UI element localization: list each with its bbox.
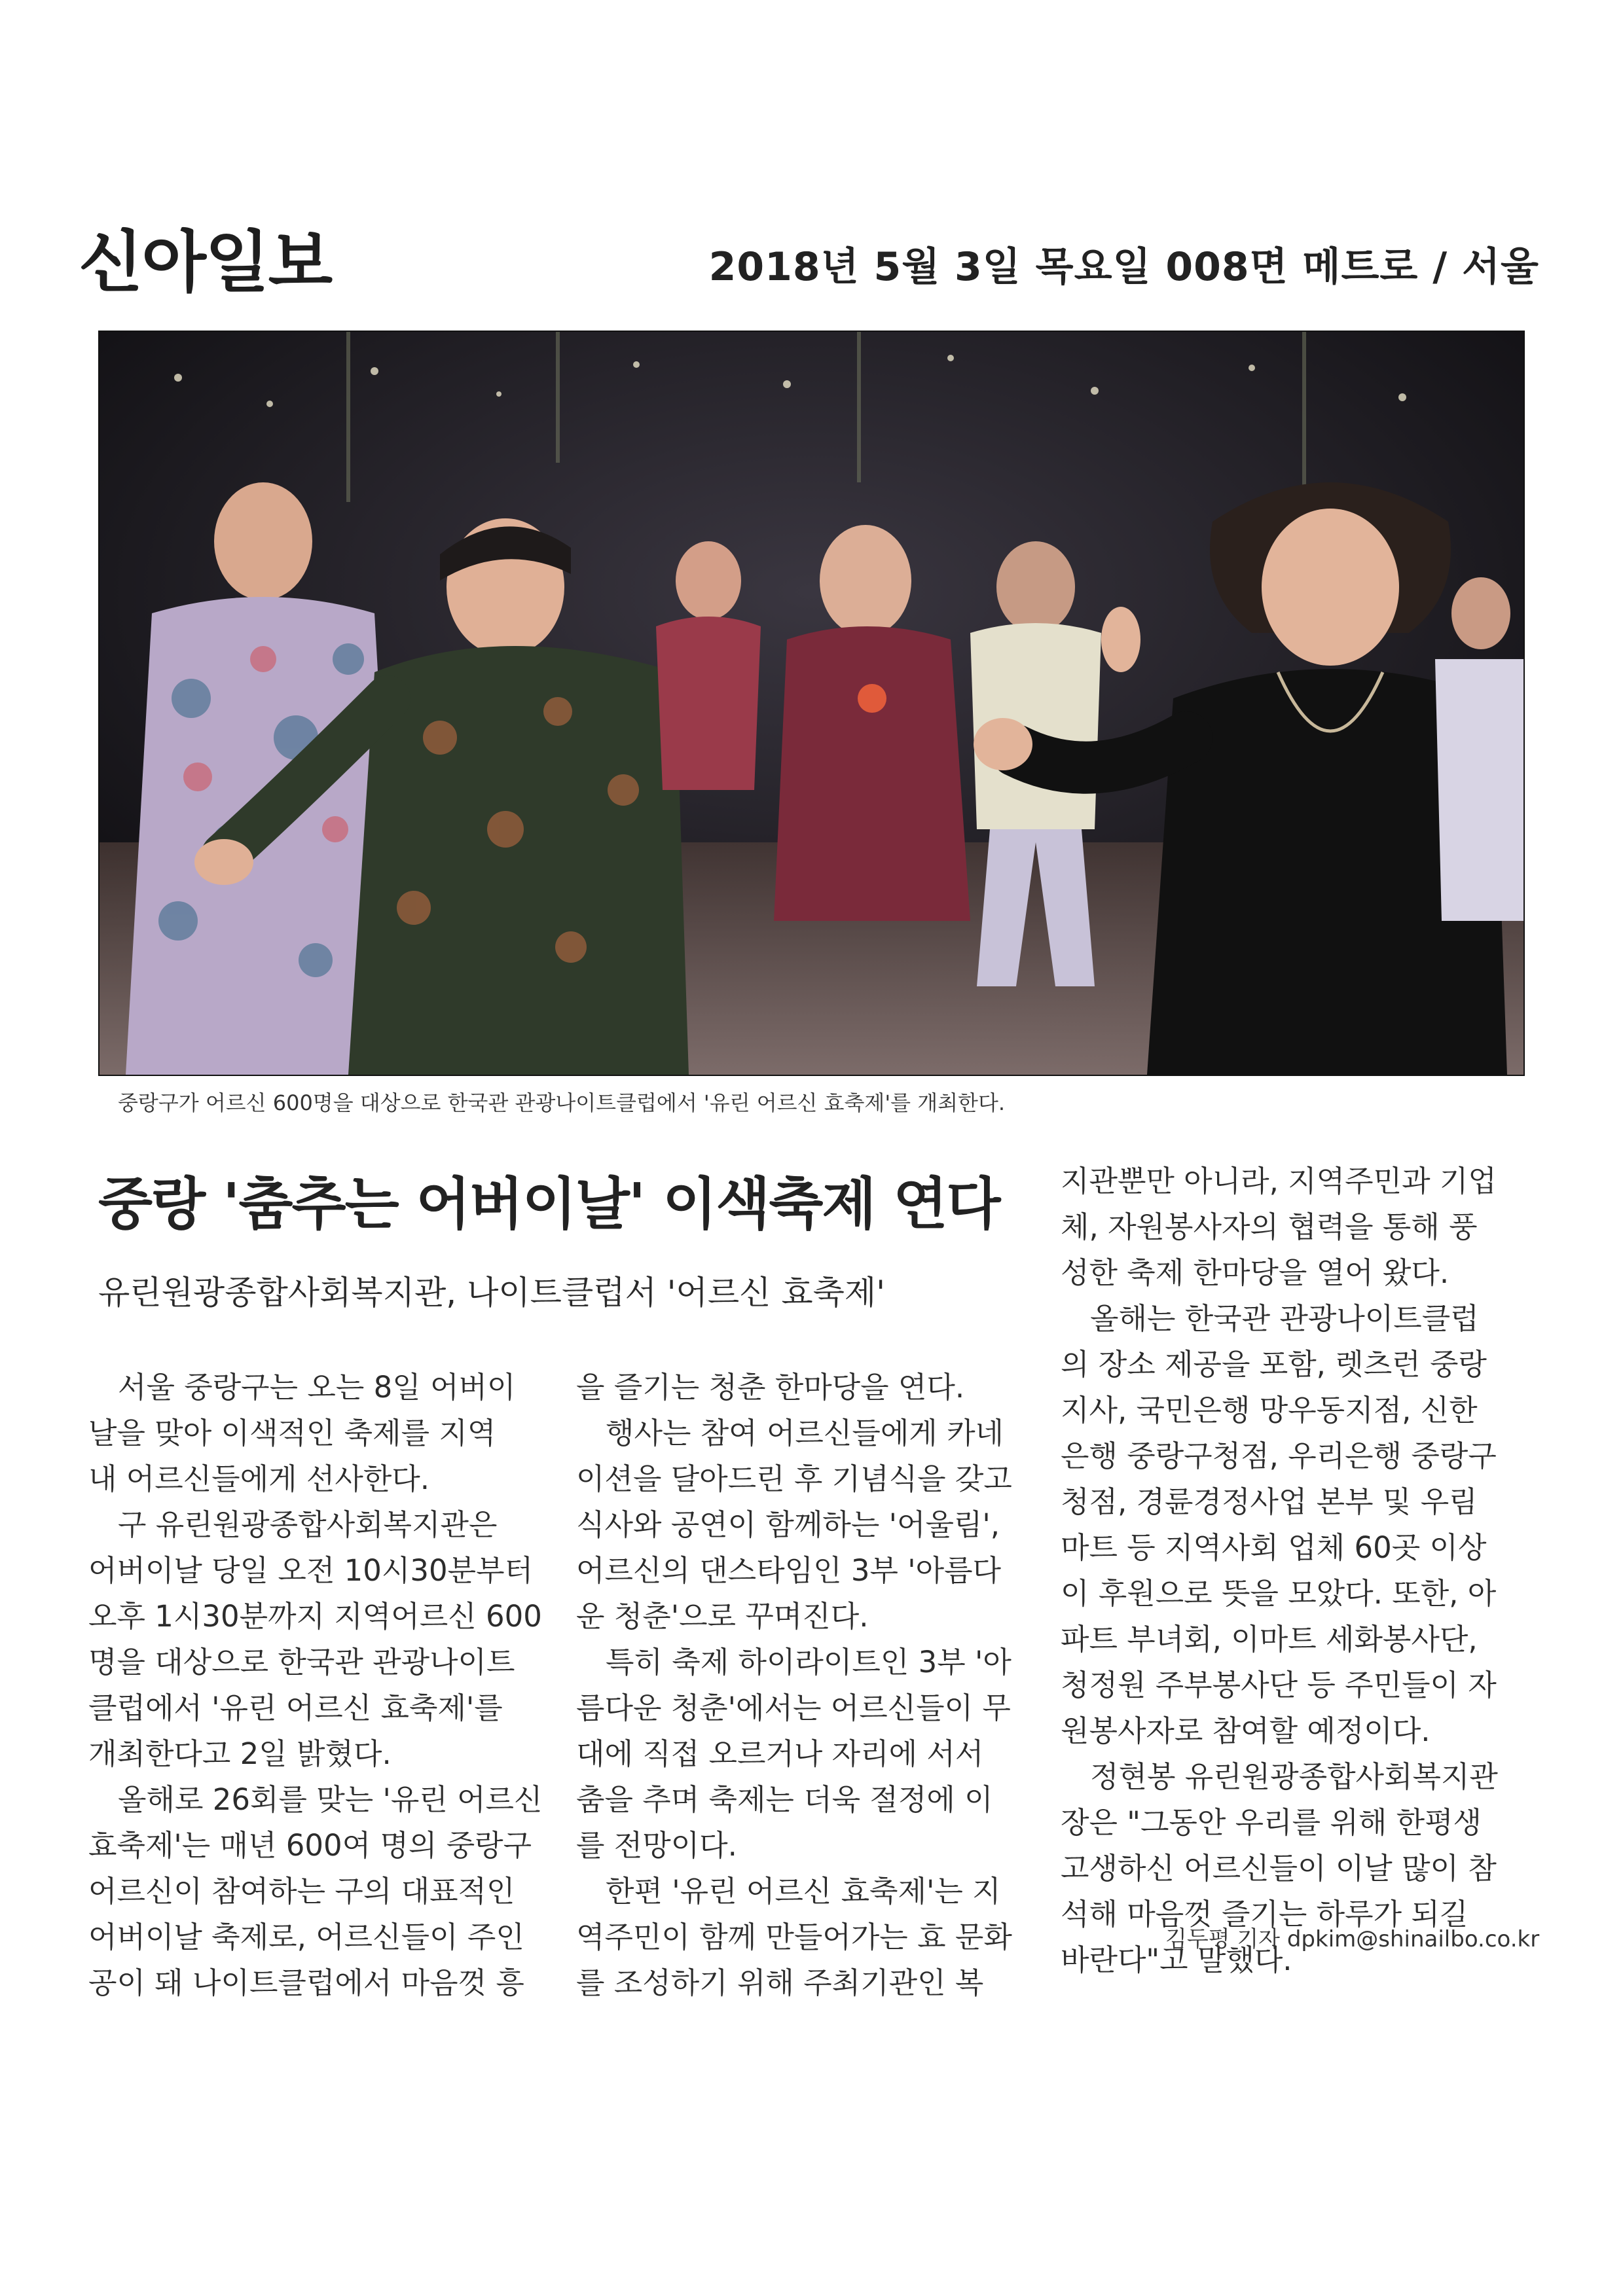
text-line: 행사는 참여 어르신들에게 카네	[576, 1416, 1004, 1450]
text-line: 청점, 경륜경정사업 본부 및 우림	[1061, 1484, 1478, 1519]
text-line: 춤을 추며 축제는 더욱 절정에 이	[576, 1782, 993, 1817]
text-line: 어버이날 당일 오전 10시30분부터	[88, 1553, 534, 1588]
article-photo	[98, 331, 1525, 1076]
text-line: 올해로 26회를 맞는 '유린 어르신	[88, 1782, 543, 1817]
text-line: 대에 직접 오르거나 자리에 서서	[576, 1736, 984, 1771]
text-line: 구 유린원광종합사회복지관은	[88, 1507, 498, 1542]
text-line: 석해 마음껏 즐기는 하루가 되길	[1061, 1897, 1468, 1931]
text-line: 성한 축제 한마당을 열어 왔다.	[1061, 1255, 1450, 1290]
text-line: 특히 축제 하이라이트인 3부 '아	[576, 1645, 1012, 1679]
text-line: 이 후원으로 뜻을 모았다. 또한, 아	[1061, 1576, 1497, 1611]
text-line: 은행 중랑구청점, 우리은행 중랑구	[1061, 1439, 1497, 1473]
text-line: 어르신의 댄스타임인 3부 '아름다	[576, 1553, 1002, 1588]
text-line: 클럽에서 '유린 어르신 효축제'를	[88, 1691, 503, 1725]
text-line: 오후 1시30분까지 지역어르신 600	[88, 1599, 542, 1634]
article-column-1	[88, 1365, 543, 2006]
text-line: 청정원 주부봉사단 등 주민들이 자	[1061, 1668, 1497, 1702]
text-line: 서울 중랑구는 오는 8일 어버이	[88, 1370, 516, 1405]
text-line: 올해는 한국관 관광나이트클럽	[1061, 1301, 1479, 1336]
dance-photo-illustration	[100, 332, 1523, 1075]
text-line: 한편 '유린 어르신 효축제'는 지	[576, 1874, 1001, 1909]
text-line: 름다운 청춘'에서는 어르신들이 무	[576, 1691, 1011, 1725]
text-line: 어르신이 참여하는 구의 대표적인	[88, 1874, 515, 1909]
text-line: 공이 돼 나이트클럽에서 마음껏 흥	[88, 1965, 524, 2000]
text-line: 지사, 국민은행 망우동지점, 신한	[1061, 1393, 1478, 1427]
text-line: 정현봉 유린원광종합사회복지관	[1061, 1759, 1498, 1794]
article-column-3	[1061, 1158, 1519, 1983]
text-line: 의 장소 제공을 포함, 렛츠런 중랑	[1061, 1347, 1487, 1382]
text-line: 역주민이 함께 만들어가는 효 문화	[576, 1920, 1012, 1954]
text-line: 내 어르신들에게 선사한다.	[88, 1462, 430, 1496]
article-headline: 중랑 '춤추는 어버이날' 이색축제 연다	[98, 1171, 1000, 1237]
text-line: 바란다"고 말했다.	[1061, 1943, 1292, 1977]
text-line: 를 조성하기 위해 주최기관인 복	[576, 1965, 984, 2000]
text-line: 날을 맞아 이색적인 축제를 지역	[88, 1416, 496, 1450]
text-line: 를 전망이다.	[576, 1828, 737, 1863]
text-line: 을 즐기는 청춘 한마당을 연다.	[576, 1370, 965, 1405]
text-line: 명을 대상으로 한국관 관광나이트	[88, 1645, 515, 1679]
text-line: 원봉사자로 참여할 예정이다.	[1061, 1713, 1431, 1748]
text-line: 운 청춘'으로 꾸며진다.	[576, 1599, 869, 1634]
photo-caption: 중랑구가 어르신 600명을 대상으로 한국관 관광나이트클럽에서 '유린 어르신 효축제'를 개최한다.	[118, 1090, 1006, 1115]
dateline: 2018년 5월 3일 목요일 008면 메트로 / 서울	[708, 244, 1539, 290]
reporter-byline: 김두평 기자 dpkim@shinailbo.co.kr	[1165, 1926, 1540, 1952]
text-line: 파트 부녀회, 이마트 세화봉사단,	[1061, 1622, 1478, 1657]
text-line: 체, 자원봉사자의 협력을 통해 풍	[1061, 1210, 1478, 1244]
text-line: 마트 등 지역사회 업체 60곳 이상	[1061, 1530, 1487, 1565]
article-subheadline: 유린원광종합사회복지관, 나이트클럽서 '어르신 효축제'	[98, 1274, 885, 1312]
article-column-2	[576, 1365, 1028, 2006]
text-line: 고생하신 어르신들이 이날 많이 참	[1061, 1851, 1497, 1886]
text-line: 장은 "그동안 우리를 위해 한평생	[1061, 1805, 1482, 1840]
text-line: 개최한다고 2일 밝혔다.	[88, 1736, 392, 1771]
text-line: 식사와 공연이 함께하는 '어울림',	[576, 1507, 1000, 1542]
text-line: 지관뿐만 아니라, 지역주민과 기업	[1061, 1164, 1497, 1198]
text-line: 효축제'는 매년 600여 명의 중랑구	[88, 1828, 532, 1863]
newspaper-masthead: 신아일보	[79, 224, 332, 302]
text-line: 어버이날 축제로, 어르신들이 주인	[88, 1920, 524, 1954]
text-line: 이션을 달아드린 후 기념식을 갖고	[576, 1462, 1012, 1496]
